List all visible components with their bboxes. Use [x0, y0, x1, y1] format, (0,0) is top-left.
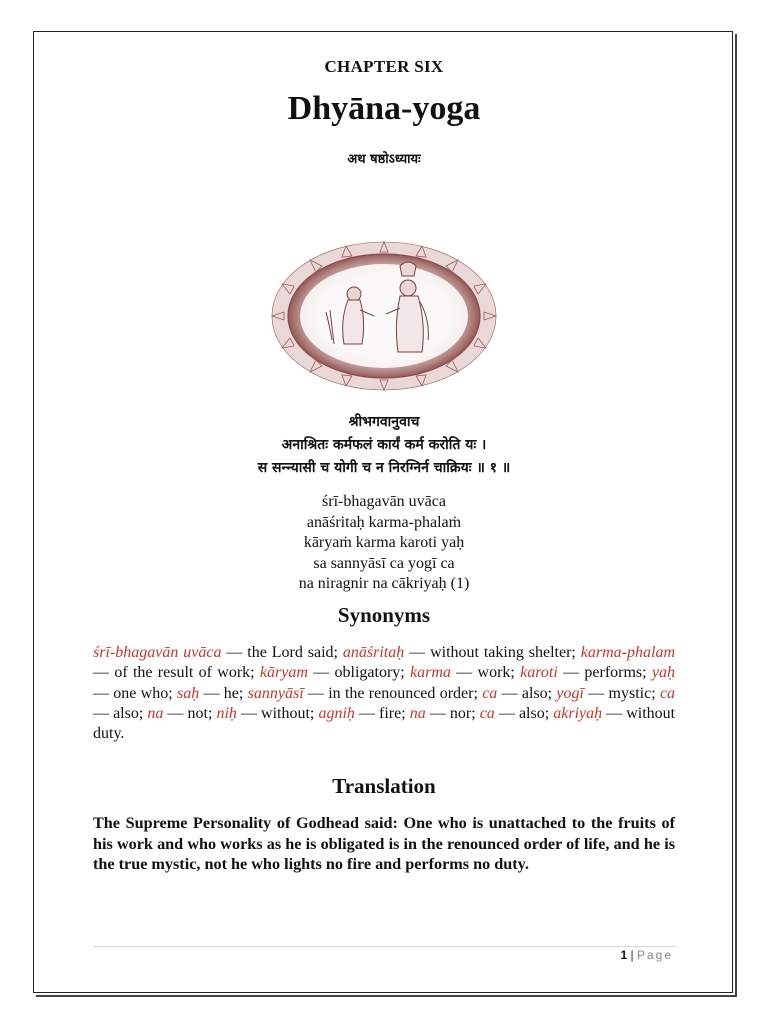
transliteration-verse	[0, 492, 768, 595]
synonym-term: saḥ	[176, 684, 200, 702]
synonym-meaning: he	[223, 684, 239, 702]
synonym-term: ca	[659, 684, 676, 702]
synonym-meaning: in the renounced order	[328, 684, 474, 702]
synonym-meaning: one who	[113, 684, 169, 702]
krishna-arjuna-emblem	[270, 240, 498, 392]
synonym-meaning: the Lord said	[247, 644, 334, 661]
synonym-meaning: of the result of work	[114, 664, 251, 682]
synonym-term: anāśritaḥ	[342, 644, 405, 661]
synonym-meaning: also	[521, 684, 548, 702]
synonym-term: kāryam	[259, 664, 308, 682]
chapter-title: Dhyāna-yoga	[287, 90, 481, 127]
synonym-term: karoti	[520, 664, 558, 682]
synonym-meaning: without duty	[93, 704, 676, 743]
devanagari-verse	[0, 411, 768, 480]
synonym-term: karma	[410, 664, 451, 682]
devanagari-subtitle: अथ षष्ठोऽध्यायः	[347, 152, 421, 167]
page-number: 1	[620, 948, 628, 962]
transliteration-line: śrī-bhagavān uvāca	[322, 493, 446, 510]
synonym-meaning: work	[477, 664, 511, 682]
chapter-label: CHAPTER SIX	[324, 57, 444, 76]
synonym-term: agniḥ	[318, 704, 355, 722]
synonym-term: ca	[482, 684, 498, 702]
synonym-term: karma-phalam	[580, 644, 675, 661]
translation-text: The Supreme Personality of Godhead said: One who is unattached to the fruits of his work and who works as he is obligated is in the renounced order of life, and he is the true mystic, not he who lights no fire and performs no duty.	[93, 814, 675, 873]
page-footer	[620, 948, 673, 962]
synonym-meaning: fire	[379, 704, 402, 722]
synonym-meaning: also	[518, 704, 545, 722]
synonym-meaning: obligatory	[334, 664, 401, 682]
footer-divider	[93, 946, 677, 947]
synonym-term: yaḥ	[651, 664, 676, 682]
synonym-meaning: without	[261, 704, 310, 722]
synonyms-paragraph: śrī-bhagavān uvāca — the Lord said; anāśritaḥ — without taking shelter; karma-phalam — of the result of work; kāryam — obligatory; karma — work; karoti — performs; yaḥ — one who; saḥ — he; sannyāsī — in the renounced order; ca — also; yogī — mystic; ca — also; na — not; niḥ — without; agniḥ — fire; na — nor; ca — also; akriyaḥ — without duty.	[93, 644, 676, 743]
synonyms-heading: Synonyms	[337, 603, 431, 627]
synonym-meaning: not	[187, 704, 208, 722]
synonym-meaning: mystic	[608, 684, 652, 702]
footer-separator: |	[630, 948, 634, 962]
transliteration-line: sa sannyāsī ca yogī ca	[313, 554, 455, 572]
transliteration-line: anāśritaḥ karma-phalaṁ	[306, 513, 462, 531]
synonym-term: sannyāsī	[247, 684, 304, 702]
synonym-meaning: without taking shelter	[430, 644, 572, 661]
transliteration-line: na niragnir na cākriyaḥ (1)	[298, 575, 470, 592]
synonym-meaning: performs	[584, 664, 643, 682]
synonym-term: ca	[479, 704, 495, 722]
synonym-meaning: nor	[449, 704, 472, 722]
devanagari-line: स सन्न्यासी च योगी च न निरग्निर्न चाक्रियः ॥ १ ॥	[257, 460, 511, 476]
synonym-term: akriyaḥ	[553, 704, 603, 722]
synonym-term: śrī-bhagavān uvāca	[93, 644, 222, 661]
translation-heading: Translation	[332, 774, 436, 798]
devanagari-line: श्रीभगवानुवाच	[348, 414, 420, 430]
page-label: Page	[636, 948, 673, 962]
synonym-term: na	[147, 704, 164, 722]
synonym-meaning: also	[113, 704, 139, 722]
devanagari-line: अनाश्रितः कर्मफलं कार्यं कर्म करोति यः ।	[281, 437, 487, 453]
synonym-term: yogī	[556, 684, 584, 702]
synonym-term: niḥ	[216, 704, 237, 722]
synonym-term: na	[409, 704, 426, 722]
transliteration-line: kāryaṁ karma karoti yaḥ	[303, 534, 465, 551]
